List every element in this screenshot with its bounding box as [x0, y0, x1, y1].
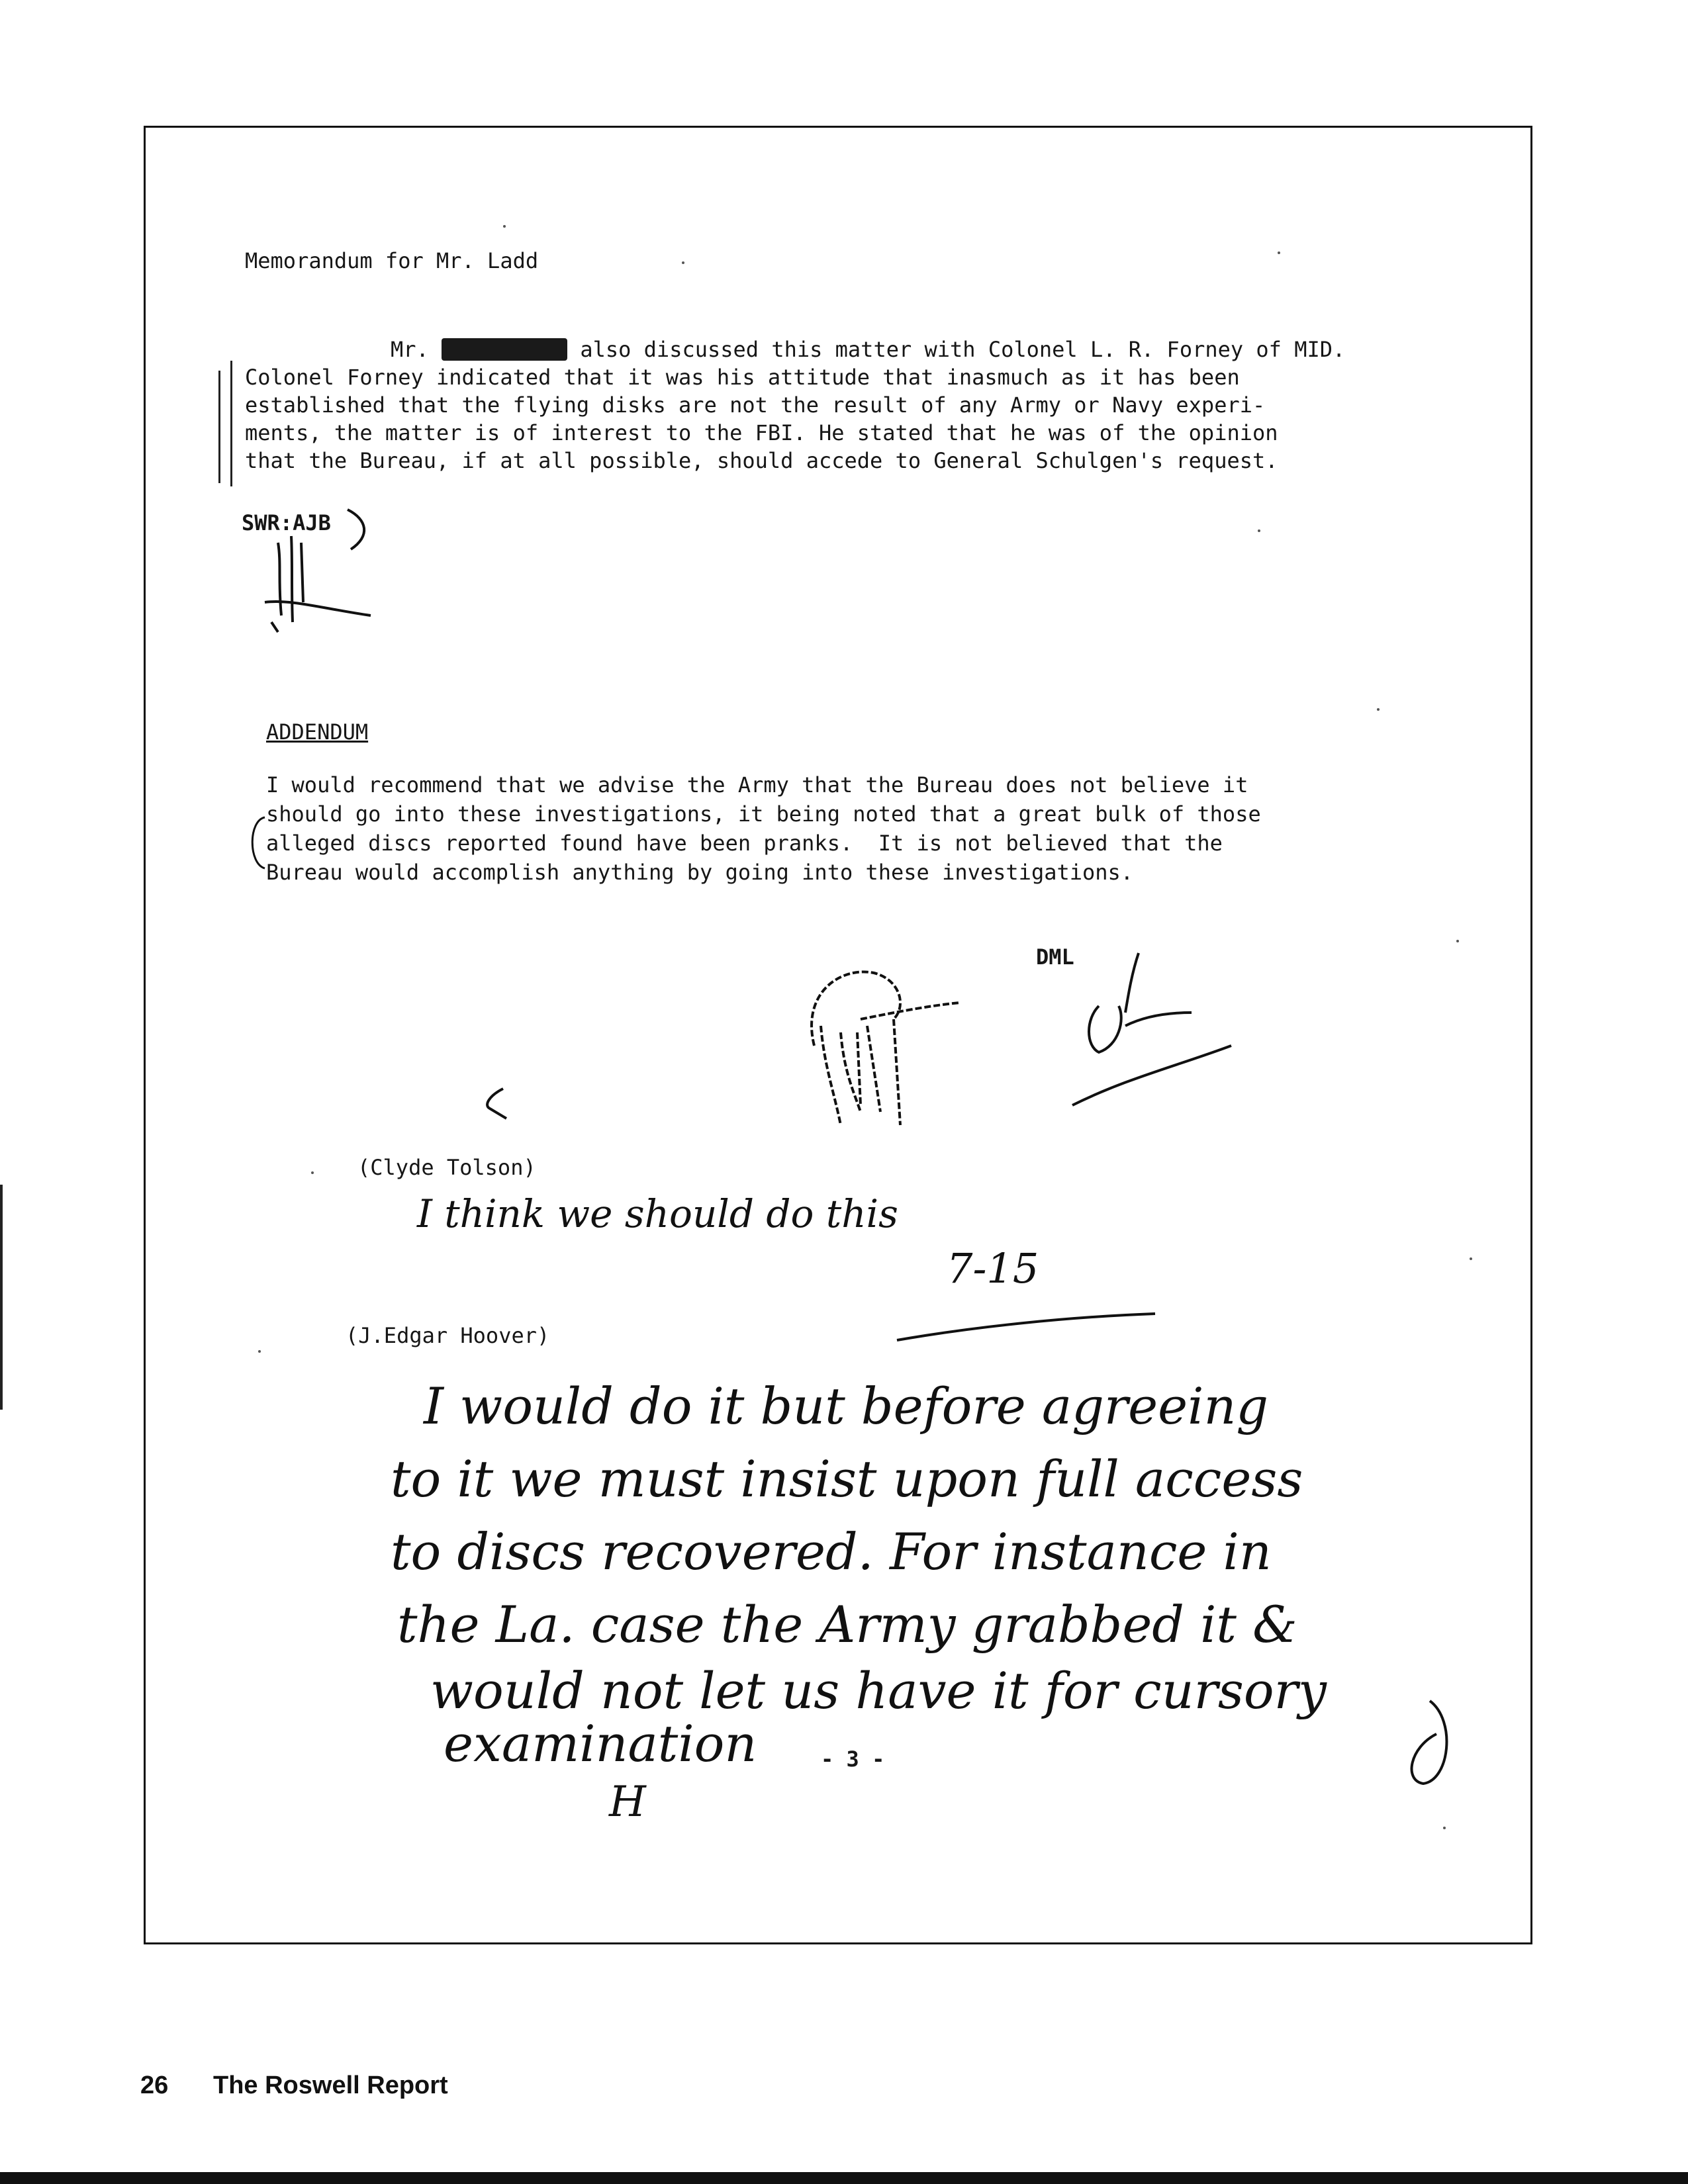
hoover-pen-stroke [894, 1304, 1158, 1343]
footer-title: The Roswell Report [213, 2071, 448, 2099]
memo-initials: SWR:AJB [242, 510, 331, 535]
scan-speck [1258, 529, 1260, 532]
handwritten-initial-mark [252, 523, 384, 642]
margin-bracket [218, 371, 220, 483]
hoover-note-line2: to it we must insist upon full access [391, 1449, 1303, 1508]
check-mark [477, 1085, 516, 1125]
addendum-line2: should go into these investigations, it being noted that a great bulk of those [266, 801, 1261, 827]
margin-bracket [230, 361, 232, 486]
tolson-date: 7-15 [947, 1244, 1039, 1293]
memo-para1-line2: Colonel Forney indicated that it was his attitude that inasmuch as it has been [245, 365, 1240, 390]
scan-speck [1377, 708, 1380, 711]
hoover-note-line3: to discs recovered. For instance in [391, 1522, 1272, 1581]
ladd-signature [1059, 946, 1238, 1118]
scan-speck [311, 1171, 314, 1174]
addendum-line4: Bureau would accomplish anything by going into these investigations. [266, 860, 1134, 885]
addendum-margin-bracket [245, 814, 271, 874]
memo-para1-line1 [391, 335, 1345, 364]
memo-heading: Memorandum for Mr. Ladd [245, 248, 539, 273]
addendum-heading: ADDENDUM [266, 719, 369, 745]
hoover-note-line1: I would do it but before agreeing [424, 1377, 1269, 1435]
hoover-flourish [1390, 1694, 1463, 1794]
redaction-block [442, 338, 567, 361]
page-number: - 3 - [821, 1747, 885, 1772]
memo-para1-line1-text: also discussed this matter with Colonel L. R. Forney of MID. [567, 337, 1346, 362]
hoover-note-line5: would not let us have it for cursory [430, 1661, 1327, 1720]
memo-para1-line4: ments, the matter is of interest to the FBI. He stated that he was of the opinion [245, 420, 1278, 445]
hoover-note-line6: examination [444, 1714, 757, 1773]
tolson-note: I think we should do this [417, 1191, 898, 1236]
scan-speck [682, 261, 684, 264]
memo-para1-line5: that the Bureau, if at all possible, should accede to General Schulgen's request. [245, 448, 1278, 473]
scan-edge-mark [0, 1185, 3, 1410]
scan-speck [1470, 1257, 1472, 1260]
scan-speck [1456, 940, 1459, 942]
addendum-line3: alleged discs reported found have been pranks. It is not believed that the [266, 831, 1223, 856]
footer-page-number: 26 [140, 2071, 169, 2099]
memo-para1-prefix: Mr. [391, 337, 442, 362]
tolson-signature [794, 953, 966, 1138]
hoover-initial: H [609, 1778, 646, 1827]
addendum-initials: DML [1036, 944, 1074, 970]
scan-speck [258, 1350, 261, 1353]
memo-para1-line3: established that the flying disks are not the result of any Army or Navy experi- [245, 392, 1266, 418]
tolson-name: (Clyde Tolson) [357, 1155, 536, 1180]
scan-speck [503, 225, 506, 228]
scan-speck [1443, 1827, 1446, 1829]
scan-speck [1278, 251, 1280, 254]
hoover-note-line4: the La. case the Army grabbed it & [397, 1595, 1297, 1654]
scan-bottom-edge [0, 2172, 1688, 2184]
hoover-name: (J.Edgar Hoover) [346, 1323, 550, 1348]
addendum-line1: I would recommend that we advise the Army that the Bureau does not believe it [266, 772, 1248, 797]
